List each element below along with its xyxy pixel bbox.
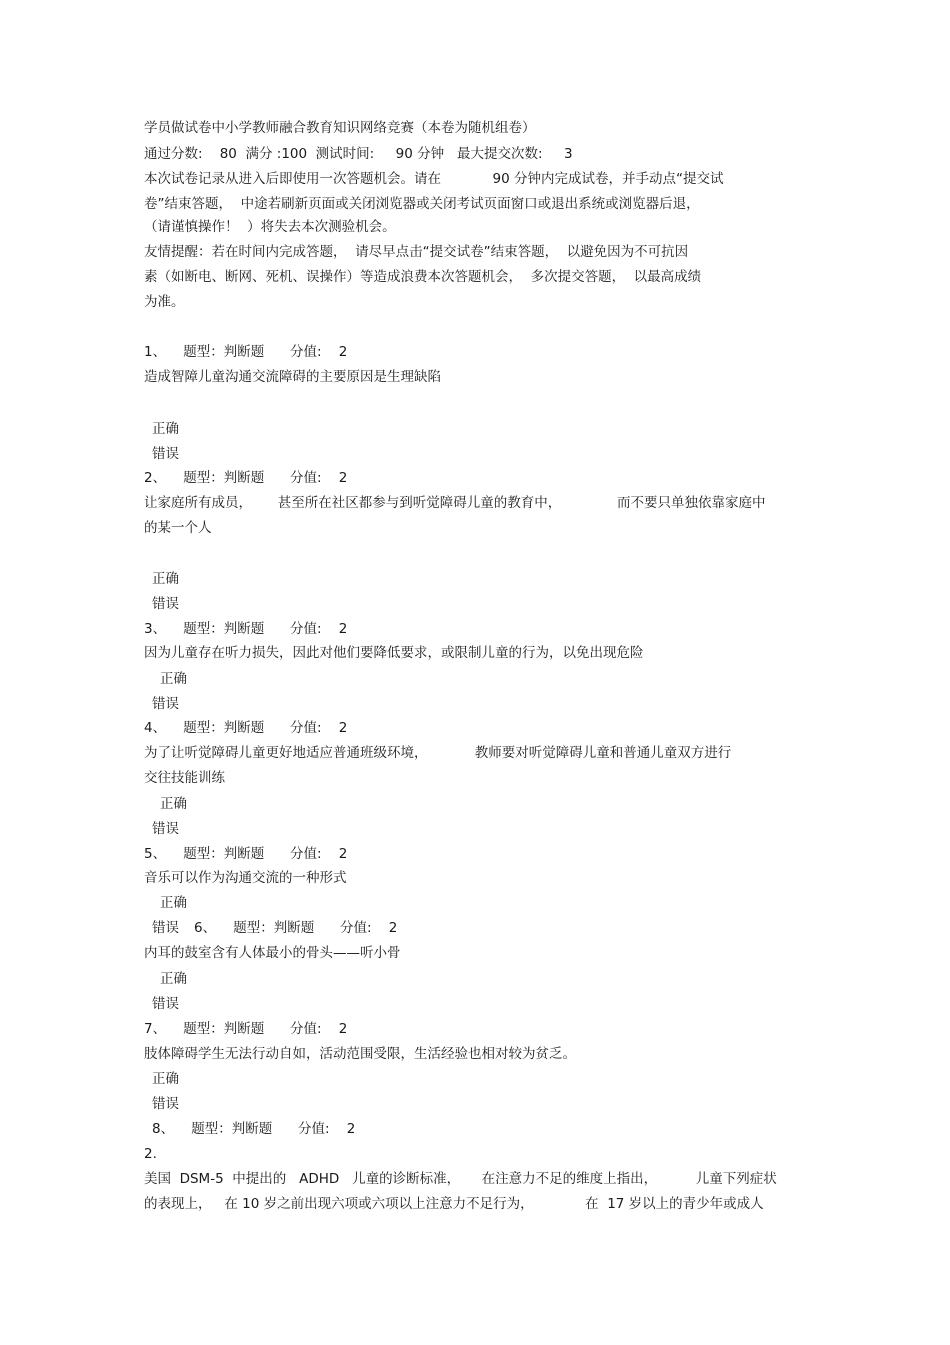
question-4-text-1: 为了让听觉障碍儿童更好地适应普通班级环境， 教师要对听觉障碍儿童和普通儿童双方进行	[144, 745, 732, 761]
q2-option-correct[interactable]: 正确	[152, 571, 179, 587]
question-6-text: 内耳的鼓室含有人体最小的骨头——听小骨	[144, 945, 401, 961]
q7-option-correct[interactable]: 正确	[152, 1071, 179, 1087]
question-4-text-2: 交往技能训练	[144, 770, 225, 786]
q6-option-wrong[interactable]: 错误	[152, 996, 179, 1012]
question-2-header: 2、 题型：判断题 分值: 2	[144, 470, 348, 486]
q6-option-correct[interactable]: 正确	[160, 971, 187, 987]
instruction-line-1: 本次试卷记录从进入后即使用一次答题机会。请在 90 分钟内完成试卷，并手动点“提交试	[144, 171, 724, 187]
tip-line-3: 为准。	[144, 294, 185, 310]
question-2-text-1: 让家庭所有成员， 甚至所在社区都参与到听觉障碍儿童的教育中， 而不要只单独依靠家庭中	[144, 495, 766, 511]
q5-option-wrong[interactable]: 错误	[152, 920, 179, 936]
q2-option-wrong[interactable]: 错误	[152, 596, 179, 612]
question-8-text-2: 的表现上， 在 10 岁之前出现六项或六项以上注意力不足行为， 在 17 岁以上的青少年或成人	[144, 1196, 764, 1212]
question-3-text: 因为儿童存在听力损失，因此对他们要降低要求，或限制儿童的行为，以免出现危险	[144, 645, 644, 661]
question-4-header: 4、 题型：判断题 分值: 2	[144, 720, 348, 736]
q1-option-wrong[interactable]: 错误	[152, 446, 179, 462]
question-8-text-1: 美国 DSM-5 中提出的 ADHD 儿童的诊断标准， 在注意力不足的维度上指出， 儿童下列症状	[144, 1171, 777, 1187]
exam-title: 学员做试卷中小学教师融合教育知识网络竞赛（本卷为随机组卷）	[144, 120, 536, 136]
question-7-header: 7、 题型：判断题 分值: 2	[144, 1021, 348, 1037]
tip-line-2: 素（如断电、断网、死机、误操作）等造成浪费本次答题机会， 多次提交答题， 以最高成绩	[144, 269, 702, 285]
instruction-line-2: 卷”结束答题， 中途若刷新页面或关闭浏览器或关闭考试页面窗口或退出系统或浏览器后退，	[144, 196, 700, 212]
q5-option-correct[interactable]: 正确	[160, 895, 187, 911]
q4-option-correct[interactable]: 正确	[160, 796, 187, 812]
q7-option-wrong[interactable]: 错误	[152, 1096, 179, 1112]
question-1-text: 造成智障儿童沟通交流障碍的主要原因是生理缺陷	[144, 369, 441, 385]
question-5-header: 5、 题型：判断题 分值: 2	[144, 846, 348, 862]
q3-option-correct[interactable]: 正确	[160, 671, 187, 687]
q1-option-correct[interactable]: 正确	[152, 421, 179, 437]
question-6-header: 6、 题型：判断题 分值: 2	[194, 920, 398, 936]
question-5-text: 音乐可以作为沟通交流的一种形式	[144, 870, 347, 886]
question-7-text: 肢体障碍学生无法行动自如，活动范围受限，生活经验也相对较为贫乏。	[144, 1046, 576, 1062]
question-8-number: 2.	[144, 1146, 157, 1162]
instruction-line-3: （请谨慎操作！ ）将失去本次测验机会。	[144, 219, 396, 235]
question-3-header: 3、 题型：判断题 分值: 2	[144, 621, 348, 637]
tip-line-1: 友情提醒：若在时间内完成答题， 请尽早点击“提交试卷”结束答题， 以避免因为不可抗因	[144, 244, 689, 260]
exam-meta: 通过分数: 80 满分 :100 测试时间: 90 分钟 最大提交次数: 3	[144, 146, 573, 162]
question-2-text-2: 的某一个人	[144, 520, 212, 536]
q4-option-wrong[interactable]: 错误	[152, 821, 179, 837]
question-1-header: 1、 题型：判断题 分值: 2	[144, 344, 348, 360]
question-8-header: 8、 题型：判断题 分值: 2	[152, 1121, 356, 1137]
q3-option-wrong[interactable]: 错误	[152, 696, 179, 712]
